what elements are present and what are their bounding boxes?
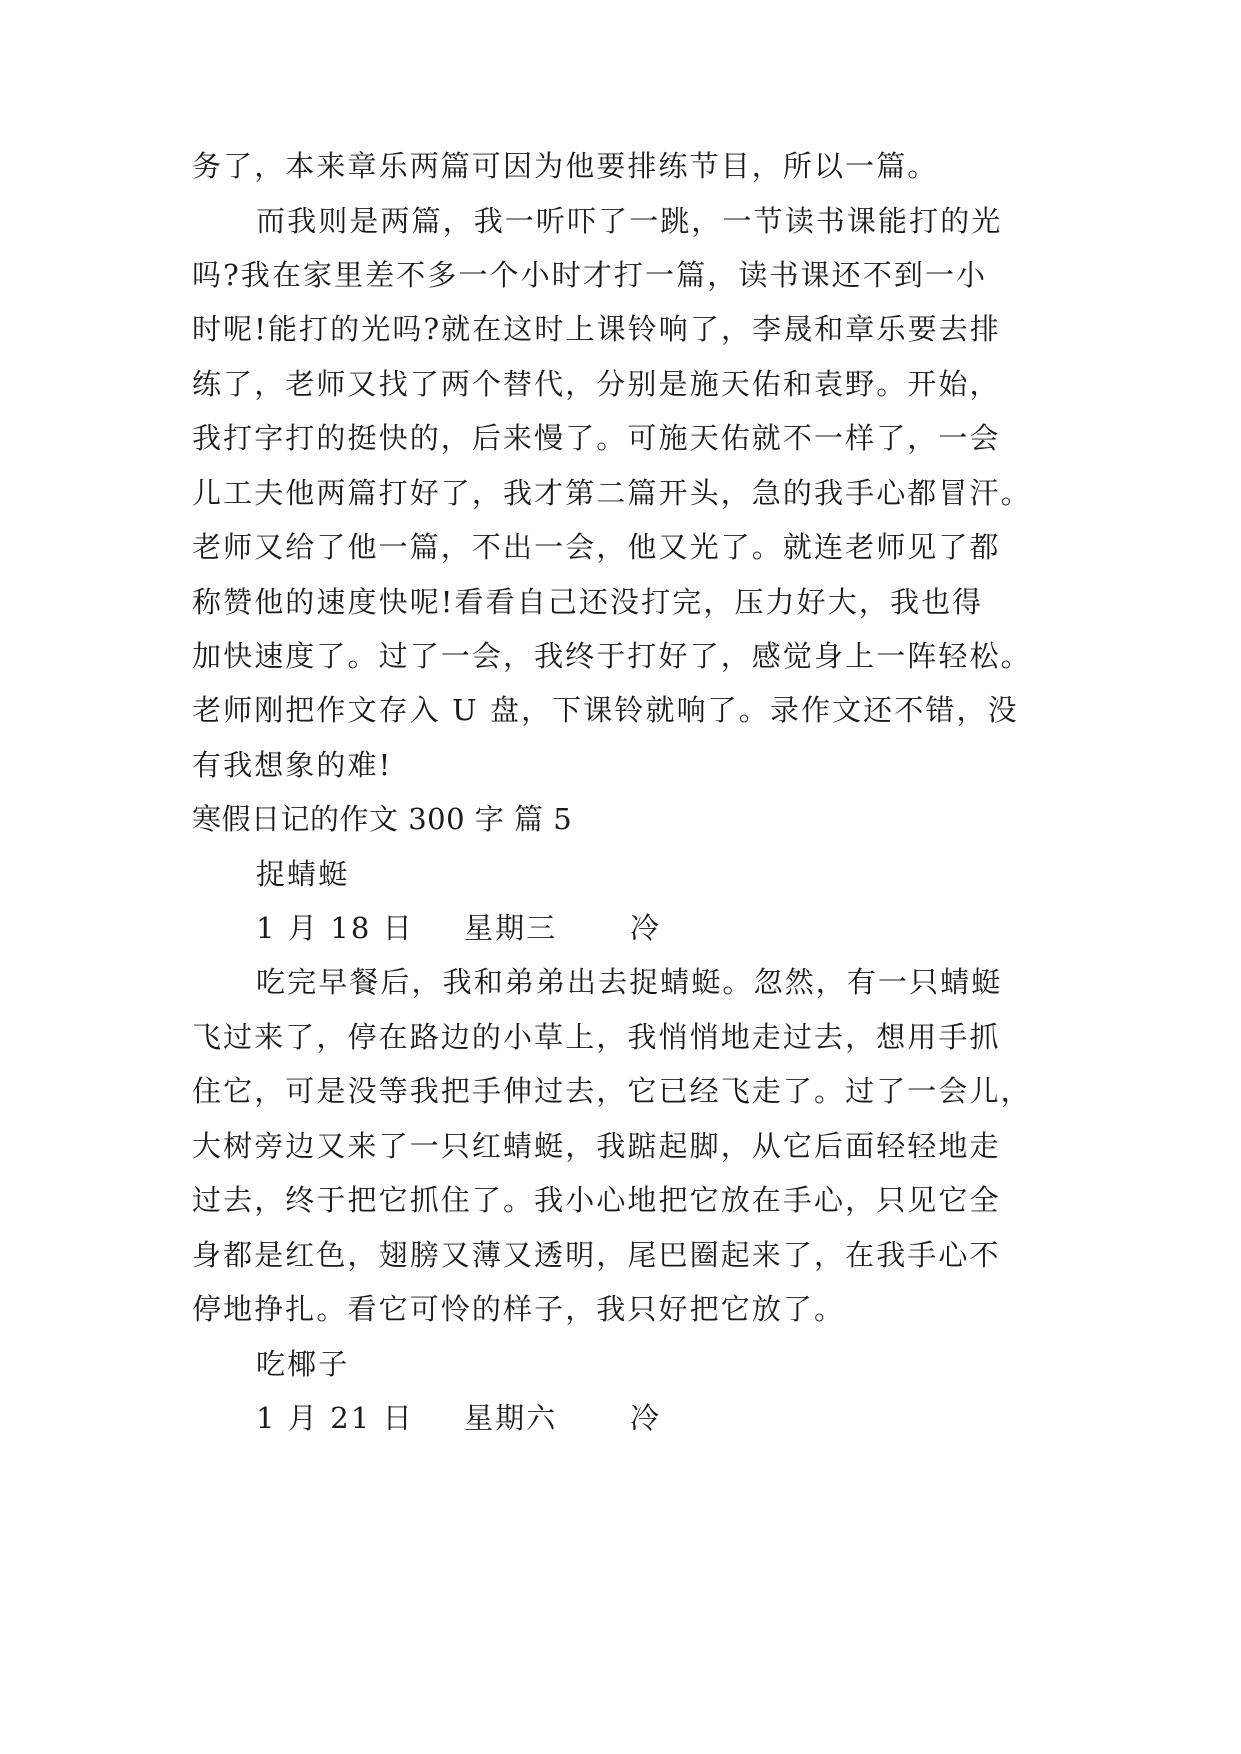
entry-date: 1 月 18 日	[256, 911, 414, 945]
entry-date-row	[256, 1398, 661, 1438]
section-heading: 寒假日记的作文 300 字 篇 5	[192, 802, 573, 836]
paragraph-line: 时呢!能打的光吗?就在这时上课铃响了，李晟和章乐要去排	[192, 312, 1001, 346]
paragraph-line: 务了，本来章乐两篇可因为他要排练节目，所以一篇。	[192, 149, 939, 183]
paragraph-line: 身都是红色，翅膀又薄又透明，尾巴圈起来了，在我手心不	[192, 1238, 1001, 1272]
paragraph-line: 有我想象的难!	[192, 748, 393, 782]
paragraph-line: 老师刚把作文存入 U 盘，下课铃就响了。录作文还不错，没	[192, 693, 1019, 727]
entry-title: 吃椰子	[256, 1347, 350, 1381]
paragraph-line: 而我则是两篇，我一听吓了一跳，一节读书课能打的光	[256, 204, 1003, 238]
paragraph-line: 停地挣扎。看它可怜的样子，我只好把它放了。	[192, 1292, 846, 1326]
paragraph-line: 练了，老师又找了两个替代，分别是施天佑和袁野。开始，	[192, 367, 1001, 401]
entry-date-row	[256, 908, 661, 948]
paragraph-line: 儿工夫他两篇打好了，我才第二篇开头，急的我手心都冒汗。	[192, 476, 1032, 510]
entry-weather: 冷	[630, 1401, 662, 1435]
entry-weekday: 星期六	[464, 1401, 558, 1435]
paragraph-line: 吗?我在家里差不多一个小时才打一篇，读书课还不到一小	[192, 258, 988, 292]
paragraph-line: 过去，终于把它抓住了。我小心地把它放在手心，只见它全	[192, 1183, 1001, 1217]
entry-date: 1 月 21 日	[256, 1401, 414, 1435]
paragraph-line: 住它，可是没等我把手伸过去，它已经飞走了。过了一会儿，	[192, 1074, 1032, 1108]
paragraph-line: 老师又给了他一篇，不出一会，他又光了。就连老师见了都	[192, 530, 1001, 564]
paragraph-line: 称赞他的速度快呢!看看自己还没打完，压力好大，我也得	[192, 585, 984, 619]
paragraph-line: 吃完早餐后，我和弟弟出去捉蜻蜓。忽然，有一只蜻蜓	[256, 965, 1003, 999]
paragraph-line: 大树旁边又来了一只红蜻蜓，我踮起脚，从它后面轻轻地走	[192, 1129, 1001, 1163]
entry-weather: 冷	[630, 911, 662, 945]
entry-title: 捉蜻蜓	[256, 857, 350, 891]
paragraph-line: 飞过来了，停在路边的小草上，我悄悄地走过去，想用手抓	[192, 1020, 1001, 1054]
entry-weekday: 星期三	[464, 911, 558, 945]
paragraph-line: 我打字打的挺快的，后来慢了。可施天佑就不一样了，一会	[192, 421, 1001, 455]
paragraph-line: 加快速度了。过了一会，我终于打好了，感觉身上一阵轻松。	[192, 639, 1032, 673]
